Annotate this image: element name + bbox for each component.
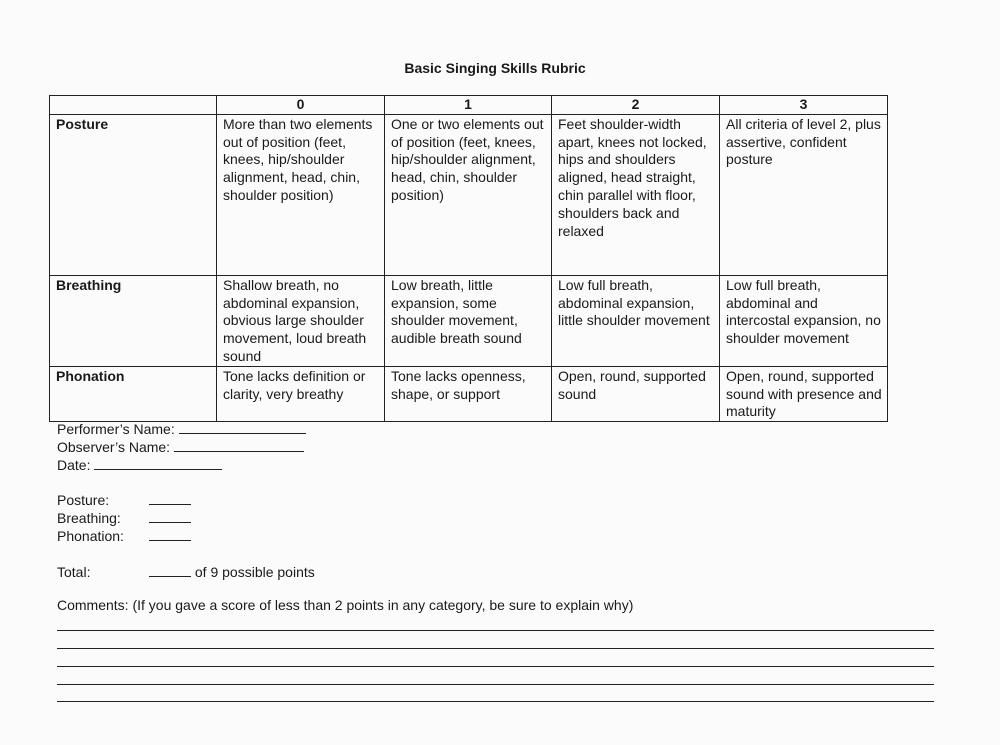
cell-phonation-0: Tone lacks definition or clarity, very breathy <box>217 366 385 421</box>
comment-line-4[interactable] <box>57 684 934 685</box>
total-line <box>57 563 315 580</box>
level-header-2: 2 <box>552 96 720 115</box>
score-phonation-field[interactable] <box>149 527 191 541</box>
comment-line-1[interactable] <box>57 630 934 631</box>
comment-line-5[interactable] <box>57 701 934 702</box>
observer-name-line <box>57 438 304 456</box>
cell-phonation-3: Open, round, supported sound with presence and maturity <box>720 366 888 421</box>
total-suffix: of 9 possible points <box>194 564 315 580</box>
cell-breathing-3: Low full breath, abdominal and intercostal expansion, no shoulder movement <box>720 275 888 366</box>
level-header-0: 0 <box>217 96 385 115</box>
category-posture: Posture <box>50 114 217 275</box>
score-breathing-field[interactable] <box>149 509 191 523</box>
performer-name-label: Performer’s Name: <box>57 421 175 437</box>
cell-breathing-1: Low breath, little expansion, some shoulder movement, audible breath sound <box>385 275 552 366</box>
cell-posture-3: All criteria of level 2, plus assertive, confident posture <box>720 114 888 275</box>
score-breathing-label: Breathing: <box>57 510 121 526</box>
header-row <box>50 96 888 115</box>
category-breathing: Breathing <box>50 275 217 366</box>
score-posture-field[interactable] <box>149 491 191 505</box>
total-field[interactable] <box>149 563 191 577</box>
score-posture-line <box>57 491 191 508</box>
cell-breathing-0: Shallow breath, no abdominal expansion, obvious large shoulder movement, loud breath sound <box>217 275 385 366</box>
score-posture-label: Posture: <box>57 492 110 508</box>
observer-name-label: Observer’s Name: <box>57 439 171 455</box>
score-phonation-label: Phonation: <box>57 528 124 544</box>
level-header-1: 1 <box>385 96 552 115</box>
rubric-row-phonation <box>50 366 888 421</box>
category-phonation: Phonation <box>50 366 217 421</box>
header-corner <box>50 96 217 115</box>
rubric-row-posture <box>50 114 888 275</box>
observer-name-field[interactable] <box>174 438 304 452</box>
comments-label: Comments: (If you gave a score of less than 2 points in any category, be sure to explain why) <box>57 597 634 613</box>
total-label: Total: <box>57 564 91 580</box>
cell-breathing-2: Low full breath, abdominal expansion, little shoulder movement <box>552 275 720 366</box>
comment-line-2[interactable] <box>57 648 934 649</box>
cell-phonation-2: Open, round, supported sound <box>552 366 720 421</box>
date-label: Date: <box>57 457 91 473</box>
performer-name-line <box>57 420 306 438</box>
cell-posture-0: More than two elements out of position (feet, knees, hip/shoulder alignment, head, chin, shoulder position) <box>217 114 385 275</box>
page-title: Basic Singing Skills Rubric <box>404 60 586 76</box>
cell-posture-1: One or two elements out of position (feet, knees, hip/shoulder alignment, head, chin, shoulder position) <box>385 114 552 275</box>
score-breathing-line <box>57 509 191 526</box>
rubric-table <box>49 95 888 422</box>
cell-phonation-1: Tone lacks openness, shape, or support <box>385 366 552 421</box>
date-line <box>57 456 222 474</box>
cell-posture-2: Feet shoulder-width apart, knees not locked, hips and shoulders aligned, head straight, chin parallel with floor, shoulders back and relaxed <box>552 114 720 275</box>
score-phonation-line <box>57 527 191 544</box>
rubric-row-breathing <box>50 275 888 366</box>
comment-line-3[interactable] <box>57 666 934 667</box>
level-header-3: 3 <box>720 96 888 115</box>
performer-name-field[interactable] <box>179 420 306 434</box>
date-field[interactable] <box>94 456 222 470</box>
